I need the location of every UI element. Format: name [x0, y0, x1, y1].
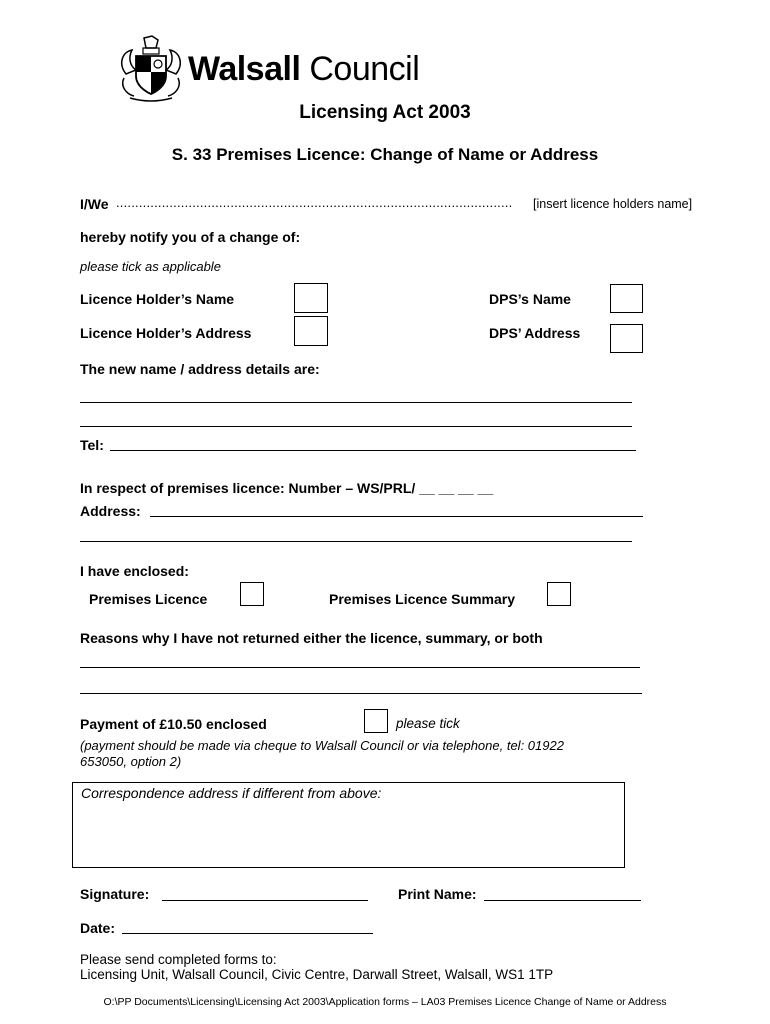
- premises-address-line-1[interactable]: [150, 516, 643, 517]
- licence-holder-name-field[interactable]: ........................................................................................................: [116, 195, 513, 210]
- payment-label: Payment of £10.50 enclosed: [80, 716, 267, 732]
- premises-address-label: Address:: [80, 503, 141, 519]
- page-subtitle: S. 33 Premises Licence: Change of Name or Address: [171, 145, 599, 164]
- premises-summary-checkbox[interactable]: [547, 582, 571, 606]
- dps-name-label: DPS’s Name: [489, 291, 571, 307]
- date-line[interactable]: [122, 933, 373, 934]
- payment-note-line-2: 653050, option 2): [80, 754, 182, 769]
- enclosed-label: I have enclosed:: [80, 563, 189, 579]
- date-label: Date:: [80, 920, 116, 936]
- send-to-line-2: Licensing Unit, Walsall Council, Civic Centre, Darwall Street, Walsall, WS1 1TP: [80, 967, 554, 982]
- licence-holder-name-label: Licence Holder’s Name: [80, 291, 235, 307]
- print-name-label: Print Name:: [398, 886, 477, 902]
- licence-holder-address-label: Licence Holder’s Address: [80, 325, 252, 341]
- dps-address-label: DPS’ Address: [489, 325, 581, 341]
- payment-checkbox[interactable]: [364, 709, 388, 733]
- page-title: Licensing Act 2003: [299, 102, 471, 123]
- reasons-line-1[interactable]: [80, 667, 640, 668]
- premises-licence-checkbox[interactable]: [240, 582, 264, 606]
- signature-line[interactable]: [162, 900, 368, 901]
- correspondence-address-box[interactable]: [72, 782, 625, 868]
- logo-word-council: Council: [309, 50, 420, 88]
- logo-wordmark: [188, 44, 419, 94]
- payment-tick-hint: please tick: [396, 716, 460, 731]
- iwe-label: I/We: [80, 196, 109, 212]
- correspondence-label: Correspondence address if different from above:: [81, 785, 382, 801]
- payment-note-line-1: (payment should be made via cheque to Walsall Council or via telephone, tel: 01922: [80, 738, 564, 753]
- new-details-line-1[interactable]: [80, 402, 632, 403]
- premises-licence-number-text: In respect of premises licence: Number – WS/PRL/ __ __ __ __: [80, 480, 494, 496]
- print-name-line[interactable]: [484, 900, 641, 901]
- insert-name-hint: [insert licence holders name]: [533, 197, 693, 211]
- licence-holder-address-checkbox[interactable]: [294, 316, 328, 346]
- footer-file-path: O:\PP Documents\Licensing\Licensing Act 2003\Application forms – LA03 Premises Licence Change of Name or Address: [103, 996, 667, 1008]
- tick-hint: please tick as applicable: [80, 259, 221, 274]
- reasons-line-2[interactable]: [80, 693, 642, 694]
- new-details-label: The new name / address details are:: [80, 361, 320, 377]
- logo-word-walsall: Walsall: [188, 50, 301, 88]
- licence-holder-name-checkbox[interactable]: [294, 283, 328, 313]
- walsall-council-crest-logo: [116, 34, 186, 104]
- premises-summary-label: Premises Licence Summary: [329, 591, 515, 607]
- tel-line[interactable]: [110, 450, 636, 451]
- reasons-label: Reasons why I have not returned either the licence, summary, or both: [80, 630, 543, 646]
- premises-licence-label: Premises Licence: [89, 591, 208, 607]
- dps-address-checkbox[interactable]: [610, 324, 643, 353]
- new-details-line-2[interactable]: [80, 426, 632, 427]
- tel-label: Tel:: [80, 437, 104, 453]
- premises-address-line-2[interactable]: [80, 541, 632, 542]
- notify-text: hereby notify you of a change of:: [80, 229, 301, 245]
- signature-label: Signature:: [80, 886, 150, 902]
- dps-name-checkbox[interactable]: [610, 284, 643, 313]
- send-to-line-1: Please send completed forms to:: [80, 952, 277, 967]
